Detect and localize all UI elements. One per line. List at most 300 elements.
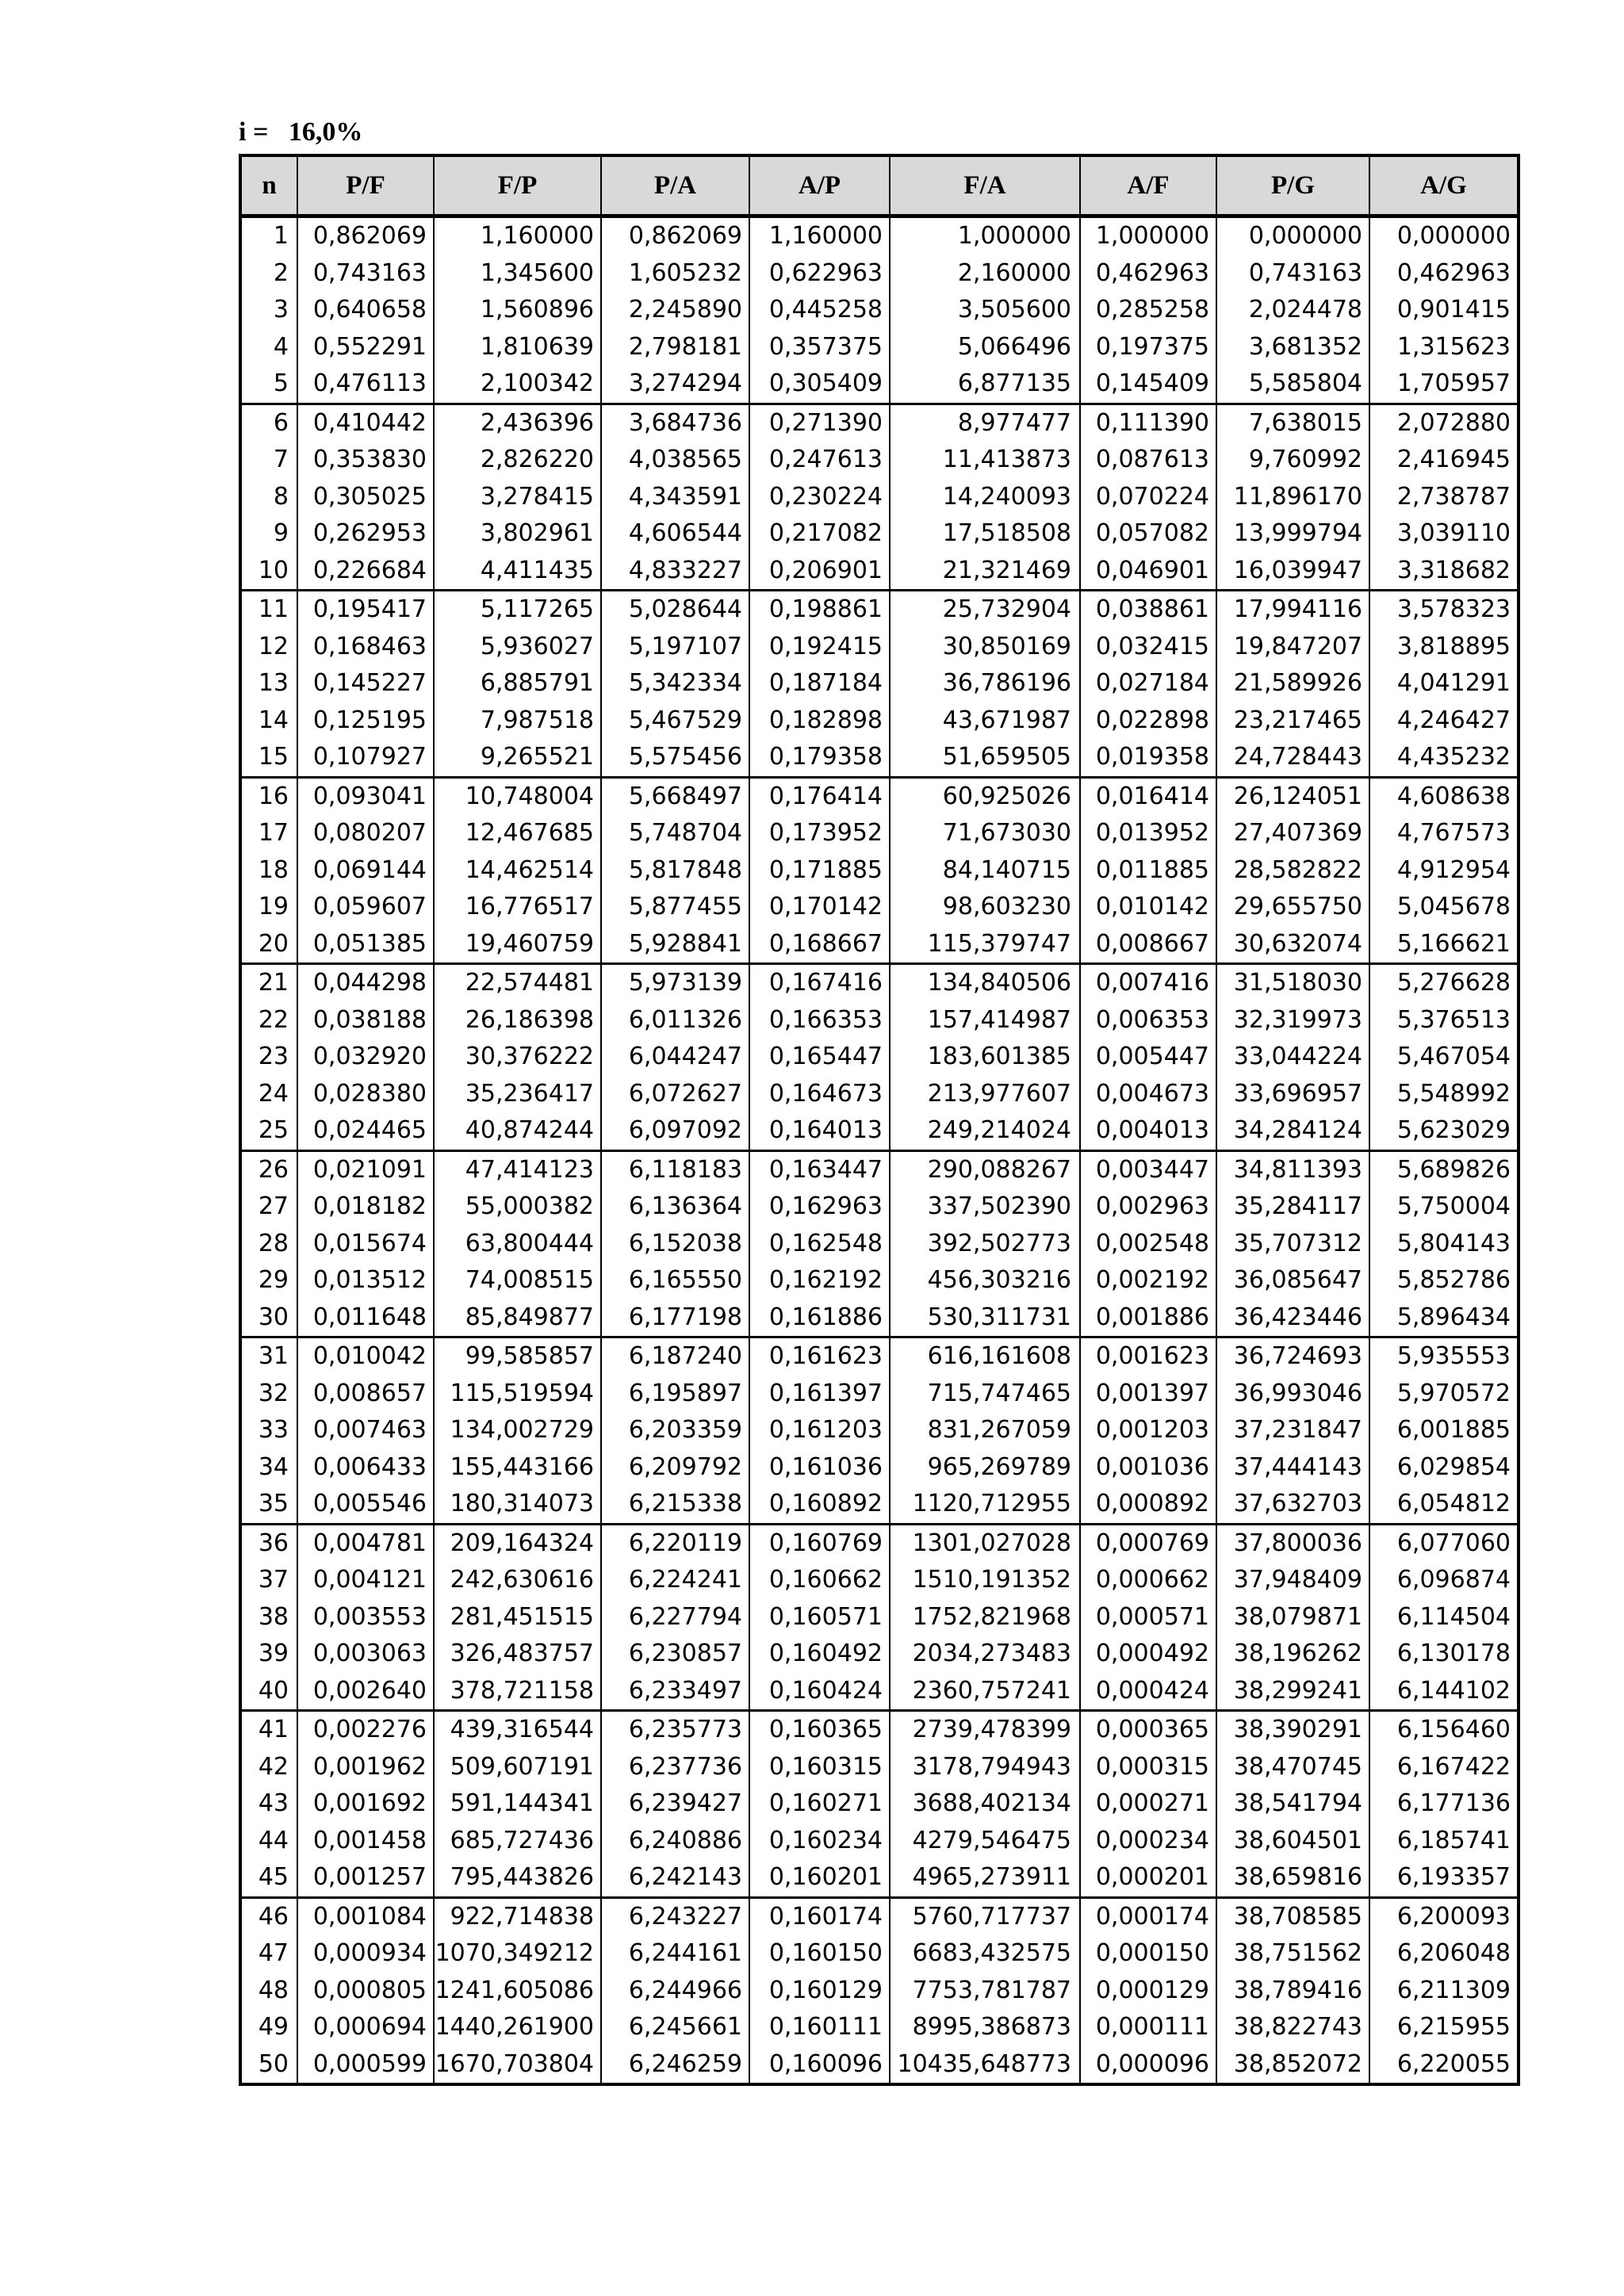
- table-row: [240, 329, 1519, 366]
- period-cell: 46: [240, 1897, 297, 1935]
- factor-cell: 2739,478399: [890, 1711, 1080, 1749]
- period-cell: 16: [240, 777, 297, 815]
- factor-cell: 38,470745: [1216, 1749, 1369, 1786]
- factor-cell: 715,747465: [890, 1376, 1080, 1413]
- factor-cell: 0,217082: [749, 515, 890, 553]
- period-cell: 27: [240, 1188, 297, 1226]
- table-row: [240, 1076, 1519, 1113]
- table-row: [240, 1262, 1519, 1299]
- period-cell: 24: [240, 1076, 297, 1113]
- factor-cell: 0,145227: [297, 665, 434, 702]
- factor-cell: 3,278415: [434, 479, 601, 516]
- table-row: [240, 1673, 1519, 1711]
- factor-cell: 134,840506: [890, 964, 1080, 1002]
- factor-cell: 0,305025: [297, 479, 434, 516]
- factor-cell: 0,001257: [297, 1859, 434, 1897]
- factor-cell: 965,269789: [890, 1449, 1080, 1487]
- table-header: [240, 155, 1519, 216]
- factor-cell: 0,552291: [297, 329, 434, 366]
- factor-cell: 0,011648: [297, 1299, 434, 1337]
- factor-cell: 0,862069: [601, 216, 749, 255]
- factor-cell: 5,166621: [1369, 926, 1519, 964]
- column-header: F/A: [890, 155, 1080, 216]
- factor-cell: 183,601385: [890, 1039, 1080, 1076]
- factor-cell: 6,144102: [1369, 1673, 1519, 1711]
- factor-cell: 11,413873: [890, 442, 1080, 479]
- factor-cell: 5,276628: [1369, 964, 1519, 1002]
- factor-cell: 74,008515: [434, 1262, 601, 1299]
- factor-cell: 5,376513: [1369, 1002, 1519, 1039]
- factor-cell: 0,160111: [749, 2009, 890, 2046]
- factor-cell: 6,240886: [601, 1823, 749, 1860]
- period-cell: 21: [240, 964, 297, 1002]
- factor-cell: 4,767573: [1369, 815, 1519, 852]
- factor-cell: 24,728443: [1216, 739, 1369, 777]
- factor-cell: 0,018182: [297, 1188, 434, 1226]
- table-row: [240, 1524, 1519, 1562]
- factor-cell: 2,024478: [1216, 292, 1369, 329]
- factor-cell: 85,849877: [434, 1299, 601, 1337]
- table-row: [240, 1562, 1519, 1599]
- factor-cell: 0,080207: [297, 815, 434, 852]
- factor-cell: 0,007463: [297, 1412, 434, 1449]
- factor-cell: 134,002729: [434, 1412, 601, 1449]
- factor-cell: 0,069144: [297, 852, 434, 890]
- factor-cell: 0,445258: [749, 292, 890, 329]
- factor-cell: 0,006353: [1080, 1002, 1216, 1039]
- factor-cell: 155,443166: [434, 1449, 601, 1487]
- factor-cell: 0,038861: [1080, 591, 1216, 629]
- factor-cell: 38,299241: [1216, 1673, 1369, 1711]
- column-header: A/F: [1080, 155, 1216, 216]
- period-cell: 40: [240, 1673, 297, 1711]
- factor-cell: 5,467529: [601, 702, 749, 740]
- column-header: A/P: [749, 155, 890, 216]
- factor-cell: 0,000934: [297, 1935, 434, 1973]
- factor-cell: 6,203359: [601, 1412, 749, 1449]
- factor-cell: 392,502773: [890, 1226, 1080, 1263]
- factor-cell: 6,044247: [601, 1039, 749, 1076]
- period-cell: 32: [240, 1376, 297, 1413]
- factor-cell: 38,079871: [1216, 1599, 1369, 1636]
- factor-cell: 3688,402134: [890, 1785, 1080, 1823]
- period-cell: 35: [240, 1486, 297, 1524]
- factor-cell: 6,097092: [601, 1112, 749, 1150]
- factor-cell: 0,000174: [1080, 1897, 1216, 1935]
- factor-cell: 337,502390: [890, 1188, 1080, 1226]
- factor-cell: 0,000694: [297, 2009, 434, 2046]
- period-cell: 50: [240, 2046, 297, 2085]
- factor-cell: 19,460759: [434, 926, 601, 964]
- factor-cell: 0,000662: [1080, 1562, 1216, 1599]
- table-row: [240, 1337, 1519, 1376]
- factor-cell: 1,810639: [434, 329, 601, 366]
- factor-cell: 4,246427: [1369, 702, 1519, 740]
- factor-cell: 5,689826: [1369, 1150, 1519, 1188]
- table-row: [240, 1749, 1519, 1786]
- factor-cell: 0,107927: [297, 739, 434, 777]
- factor-cell: 0,476113: [297, 365, 434, 404]
- factor-cell: 0,160174: [749, 1897, 890, 1935]
- factor-cell: 242,630616: [434, 1562, 601, 1599]
- column-header: F/P: [434, 155, 601, 216]
- factor-cell: 456,303216: [890, 1262, 1080, 1299]
- factor-cell: 6,237736: [601, 1749, 749, 1786]
- factor-cell: 21,321469: [890, 553, 1080, 591]
- factor-cell: 0,160769: [749, 1524, 890, 1562]
- factor-cell: 326,483757: [434, 1636, 601, 1673]
- factor-cell: 0,162963: [749, 1188, 890, 1226]
- table-row: [240, 479, 1519, 516]
- table-row: [240, 1039, 1519, 1076]
- interest-factor-table-wrapper: [239, 154, 1520, 2086]
- factor-cell: 0,262953: [297, 515, 434, 553]
- factor-cell: 0,005546: [297, 1486, 434, 1524]
- period-cell: 8: [240, 479, 297, 516]
- factor-cell: 6,114504: [1369, 1599, 1519, 1636]
- factor-cell: 6,246259: [601, 2046, 749, 2085]
- factor-cell: 0,160234: [749, 1823, 890, 1860]
- factor-cell: 0,305409: [749, 365, 890, 404]
- factor-cell: 6,096874: [1369, 1562, 1519, 1599]
- factor-cell: 0,044298: [297, 964, 434, 1002]
- factor-cell: 0,008657: [297, 1376, 434, 1413]
- factor-cell: 1752,821968: [890, 1599, 1080, 1636]
- factor-cell: 5,467054: [1369, 1039, 1519, 1076]
- factor-cell: 0,013512: [297, 1262, 434, 1299]
- factor-cell: 795,443826: [434, 1859, 601, 1897]
- factor-cell: 0,032920: [297, 1039, 434, 1076]
- factor-cell: 0,160129: [749, 1973, 890, 2010]
- period-cell: 15: [240, 739, 297, 777]
- factor-cell: 0,015674: [297, 1226, 434, 1263]
- factor-cell: 0,168667: [749, 926, 890, 964]
- factor-cell: 1,345600: [434, 255, 601, 293]
- factor-cell: 5,928841: [601, 926, 749, 964]
- factor-cell: 6,152038: [601, 1226, 749, 1263]
- factor-cell: 31,518030: [1216, 964, 1369, 1002]
- factor-cell: 6,239427: [601, 1785, 749, 1823]
- factor-cell: 17,518508: [890, 515, 1080, 553]
- factor-cell: 378,721158: [434, 1673, 601, 1711]
- factor-cell: 0,160271: [749, 1785, 890, 1823]
- column-header: P/A: [601, 155, 749, 216]
- factor-cell: 0,161203: [749, 1412, 890, 1449]
- factor-cell: 6,245661: [601, 2009, 749, 2046]
- period-cell: 33: [240, 1412, 297, 1449]
- factor-cell: 0,002192: [1080, 1262, 1216, 1299]
- period-cell: 44: [240, 1823, 297, 1860]
- factor-cell: 0,182898: [749, 702, 890, 740]
- factor-cell: 3178,794943: [890, 1749, 1080, 1786]
- factor-cell: 5,750004: [1369, 1188, 1519, 1226]
- column-header: P/F: [297, 155, 434, 216]
- factor-cell: 37,632703: [1216, 1486, 1369, 1524]
- period-cell: 1: [240, 216, 297, 255]
- table-row: [240, 442, 1519, 479]
- factor-cell: 0,002548: [1080, 1226, 1216, 1263]
- column-header: A/G: [1369, 155, 1519, 216]
- factor-cell: 0,357375: [749, 329, 890, 366]
- table-row: [240, 665, 1519, 702]
- period-cell: 10: [240, 553, 297, 591]
- factor-cell: 616,161608: [890, 1337, 1080, 1376]
- factor-cell: 0,353830: [297, 442, 434, 479]
- factor-cell: 25,732904: [890, 591, 1080, 629]
- factor-cell: 0,160571: [749, 1599, 890, 1636]
- factor-cell: 12,467685: [434, 815, 601, 852]
- factor-cell: 6,072627: [601, 1076, 749, 1113]
- factor-cell: 6,167422: [1369, 1749, 1519, 1786]
- period-cell: 18: [240, 852, 297, 890]
- factor-cell: 0,001886: [1080, 1299, 1216, 1337]
- factor-cell: 38,541794: [1216, 1785, 1369, 1823]
- factor-cell: 5,585804: [1216, 365, 1369, 404]
- factor-cell: 0,022898: [1080, 702, 1216, 740]
- factor-cell: 6,200093: [1369, 1897, 1519, 1935]
- factor-cell: 0,000424: [1080, 1673, 1216, 1711]
- factor-cell: 0,247613: [749, 442, 890, 479]
- period-cell: 11: [240, 591, 297, 629]
- factor-cell: 2,245890: [601, 292, 749, 329]
- factor-cell: 530,311731: [890, 1299, 1080, 1337]
- table-row: [240, 216, 1519, 255]
- factor-cell: 0,000365: [1080, 1711, 1216, 1749]
- factor-cell: 0,640658: [297, 292, 434, 329]
- factor-cell: 0,230224: [749, 479, 890, 516]
- factor-cell: 1241,605086: [434, 1973, 601, 2010]
- factor-cell: 0,162192: [749, 1262, 890, 1299]
- factor-cell: 0,173952: [749, 815, 890, 852]
- factor-cell: 0,001623: [1080, 1337, 1216, 1376]
- factor-cell: 439,316544: [434, 1711, 601, 1749]
- factor-cell: 0,011885: [1080, 852, 1216, 890]
- factor-cell: 0,008667: [1080, 926, 1216, 964]
- factor-cell: 0,163447: [749, 1150, 890, 1188]
- factor-cell: 0,862069: [297, 216, 434, 255]
- factor-cell: 0,038188: [297, 1002, 434, 1039]
- factor-cell: 0,198861: [749, 591, 890, 629]
- factor-cell: 0,005447: [1080, 1039, 1216, 1076]
- factor-cell: 38,852072: [1216, 2046, 1369, 2085]
- factor-cell: 3,578323: [1369, 591, 1519, 629]
- factor-cell: 2,100342: [434, 365, 601, 404]
- factor-cell: 6,187240: [601, 1337, 749, 1376]
- factor-cell: 0,167416: [749, 964, 890, 1002]
- factor-cell: 2,738787: [1369, 479, 1519, 516]
- rate-value: 16,0%: [288, 117, 363, 147]
- factor-cell: 30,376222: [434, 1039, 601, 1076]
- factor-cell: 0,111390: [1080, 404, 1216, 442]
- factor-cell: 4,038565: [601, 442, 749, 479]
- factor-cell: 43,671987: [890, 702, 1080, 740]
- factor-cell: 6,054812: [1369, 1486, 1519, 1524]
- column-header: n: [240, 155, 297, 216]
- period-cell: 23: [240, 1039, 297, 1076]
- factor-cell: 4,435232: [1369, 739, 1519, 777]
- table-row: [240, 889, 1519, 926]
- factor-cell: 0,004013: [1080, 1112, 1216, 1150]
- factor-cell: 0,000892: [1080, 1486, 1216, 1524]
- factor-cell: 0,161036: [749, 1449, 890, 1487]
- factor-cell: 4,833227: [601, 553, 749, 591]
- factor-cell: 26,124051: [1216, 777, 1369, 815]
- factor-cell: 0,059607: [297, 889, 434, 926]
- factor-cell: 0,001203: [1080, 1412, 1216, 1449]
- factor-cell: 6,877135: [890, 365, 1080, 404]
- factor-cell: 6,130178: [1369, 1636, 1519, 1673]
- factor-cell: 35,236417: [434, 1076, 601, 1113]
- factor-cell: 0,161397: [749, 1376, 890, 1413]
- factor-cell: 0,160201: [749, 1859, 890, 1897]
- factor-cell: 3,684736: [601, 404, 749, 442]
- factor-cell: 0,271390: [749, 404, 890, 442]
- factor-cell: 36,724693: [1216, 1337, 1369, 1376]
- factor-cell: 0,743163: [297, 255, 434, 293]
- factor-cell: 6,177136: [1369, 1785, 1519, 1823]
- factor-cell: 0,093041: [297, 777, 434, 815]
- factor-cell: 71,673030: [890, 815, 1080, 852]
- table-row: [240, 964, 1519, 1002]
- factor-cell: 6,077060: [1369, 1524, 1519, 1562]
- factor-cell: 1,160000: [434, 216, 601, 255]
- table-row: [240, 1636, 1519, 1673]
- factor-cell: 0,166353: [749, 1002, 890, 1039]
- table-row: [240, 629, 1519, 666]
- factor-cell: 0,164013: [749, 1112, 890, 1150]
- table-row: [240, 1299, 1519, 1337]
- factor-cell: 0,002276: [297, 1711, 434, 1749]
- factor-cell: 28,582822: [1216, 852, 1369, 890]
- factor-cell: 1,000000: [890, 216, 1080, 255]
- factor-cell: 1,160000: [749, 216, 890, 255]
- factor-cell: 6,885791: [434, 665, 601, 702]
- table-row: [240, 1711, 1519, 1749]
- factor-cell: 213,977607: [890, 1076, 1080, 1113]
- factor-cell: 11,896170: [1216, 479, 1369, 516]
- factor-cell: 0,000805: [297, 1973, 434, 2010]
- factor-cell: 0,462963: [1080, 255, 1216, 293]
- factor-cell: 0,285258: [1080, 292, 1216, 329]
- factor-cell: 37,444143: [1216, 1449, 1369, 1487]
- factor-cell: 0,000201: [1080, 1859, 1216, 1897]
- period-cell: 47: [240, 1935, 297, 1973]
- factor-cell: 6,244161: [601, 1935, 749, 1973]
- factor-cell: 30,632074: [1216, 926, 1369, 964]
- factor-cell: 5,045678: [1369, 889, 1519, 926]
- factor-cell: 0,192415: [749, 629, 890, 666]
- factor-cell: 7,987518: [434, 702, 601, 740]
- factor-cell: 14,462514: [434, 852, 601, 890]
- table-row: [240, 1226, 1519, 1263]
- period-cell: 39: [240, 1636, 297, 1673]
- factor-cell: 5,973139: [601, 964, 749, 1002]
- period-cell: 30: [240, 1299, 297, 1337]
- factor-cell: 922,714838: [434, 1897, 601, 1935]
- factor-cell: 209,164324: [434, 1524, 601, 1562]
- factor-cell: 1510,191352: [890, 1562, 1080, 1599]
- rate-prefix: i =: [239, 117, 269, 147]
- factor-cell: 34,284124: [1216, 1112, 1369, 1150]
- factor-cell: 6,224241: [601, 1562, 749, 1599]
- factor-cell: 6,177198: [601, 1299, 749, 1337]
- factor-cell: 6,206048: [1369, 1935, 1519, 1973]
- factor-cell: 8,977477: [890, 404, 1080, 442]
- factor-cell: 60,925026: [890, 777, 1080, 815]
- period-cell: 28: [240, 1226, 297, 1263]
- factor-cell: 6,118183: [601, 1150, 749, 1188]
- factor-cell: 98,603230: [890, 889, 1080, 926]
- factor-cell: 4279,546475: [890, 1823, 1080, 1860]
- factor-cell: 21,589926: [1216, 665, 1369, 702]
- factor-cell: 1301,027028: [890, 1524, 1080, 1562]
- factor-cell: 40,874244: [434, 1112, 601, 1150]
- factor-cell: 5,896434: [1369, 1299, 1519, 1337]
- period-cell: 43: [240, 1785, 297, 1823]
- factor-cell: 6683,432575: [890, 1935, 1080, 1973]
- factor-cell: 5,817848: [601, 852, 749, 890]
- factor-cell: 2360,757241: [890, 1673, 1080, 1711]
- period-cell: 19: [240, 889, 297, 926]
- factor-cell: 0,027184: [1080, 665, 1216, 702]
- factor-cell: 0,021091: [297, 1150, 434, 1188]
- factor-cell: 0,160096: [749, 2046, 890, 2085]
- factor-cell: 0,168463: [297, 629, 434, 666]
- table-row: [240, 926, 1519, 964]
- factor-cell: 36,085647: [1216, 1262, 1369, 1299]
- table-row: [240, 815, 1519, 852]
- factor-cell: 38,604501: [1216, 1823, 1369, 1860]
- factor-cell: 0,007416: [1080, 964, 1216, 1002]
- factor-cell: 6,220119: [601, 1524, 749, 1562]
- table-row: [240, 365, 1519, 404]
- factor-cell: 591,144341: [434, 1785, 601, 1823]
- factor-cell: 36,786196: [890, 665, 1080, 702]
- table-row: [240, 1823, 1519, 1860]
- factor-cell: 0,187184: [749, 665, 890, 702]
- table-row: [240, 404, 1519, 442]
- factor-cell: 5,936027: [434, 629, 601, 666]
- factor-cell: 0,003553: [297, 1599, 434, 1636]
- factor-cell: 4,343591: [601, 479, 749, 516]
- table-row: [240, 1486, 1519, 1524]
- table-row: [240, 1188, 1519, 1226]
- factor-cell: 47,414123: [434, 1150, 601, 1188]
- factor-cell: 0,002963: [1080, 1188, 1216, 1226]
- column-header: P/G: [1216, 155, 1369, 216]
- factor-cell: 281,451515: [434, 1599, 601, 1636]
- factor-cell: 0,160892: [749, 1486, 890, 1524]
- table-row: [240, 2009, 1519, 2046]
- factor-cell: 29,655750: [1216, 889, 1369, 926]
- factor-cell: 6,193357: [1369, 1859, 1519, 1897]
- period-cell: 38: [240, 1599, 297, 1636]
- factor-cell: 1440,261900: [434, 2009, 601, 2046]
- factor-cell: 6,209792: [601, 1449, 749, 1487]
- factor-cell: 0,001962: [297, 1749, 434, 1786]
- period-cell: 5: [240, 365, 297, 404]
- factor-cell: 0,003447: [1080, 1150, 1216, 1188]
- factor-cell: 0,743163: [1216, 255, 1369, 293]
- factor-cell: 0,160365: [749, 1711, 890, 1749]
- factor-cell: 3,818895: [1369, 629, 1519, 666]
- table-row: [240, 739, 1519, 777]
- factor-cell: 0,000096: [1080, 2046, 1216, 2085]
- factor-cell: 0,125195: [297, 702, 434, 740]
- factor-cell: 5,970572: [1369, 1376, 1519, 1413]
- factor-cell: 36,423446: [1216, 1299, 1369, 1337]
- factor-cell: 0,000492: [1080, 1636, 1216, 1673]
